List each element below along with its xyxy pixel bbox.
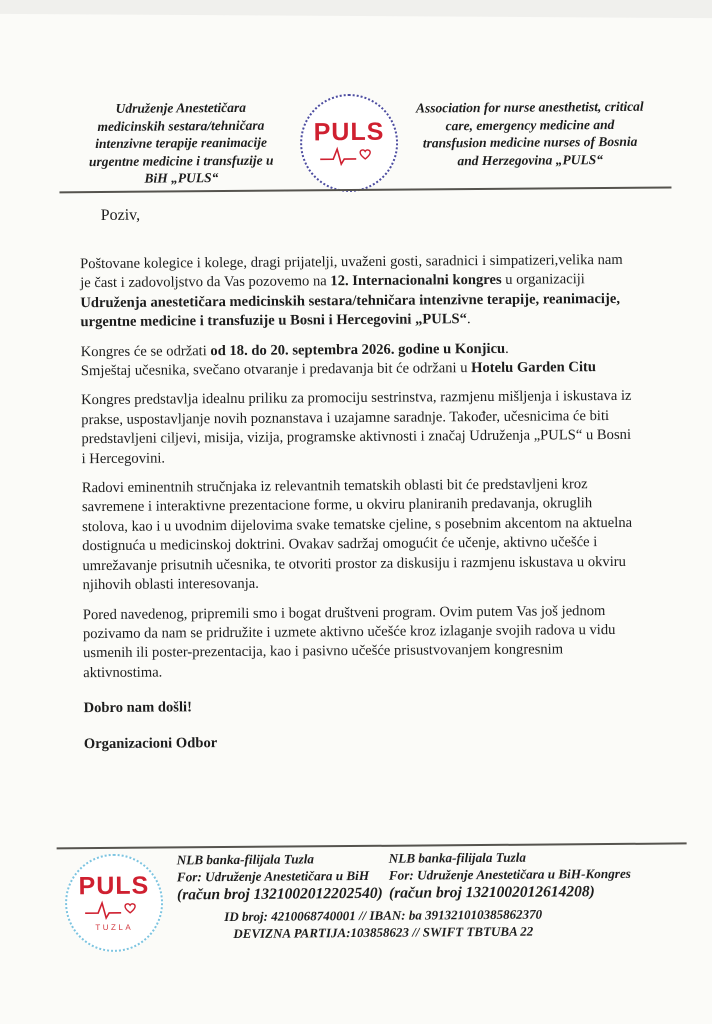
id-iban-line: ID broj: 4210068740001 // IBAN: ba 391321010385862370 <box>224 906 543 925</box>
p1-text: . <box>466 311 471 328</box>
salutation: Poziv, <box>100 206 141 224</box>
paragraph-date-venue <box>81 338 635 381</box>
puls-logo-text: PULS <box>313 117 385 146</box>
org-name-bosnian: Udruženje Anestetičara medicinskih sestara/tehničara intenzivne terapije reanimacije urgentne medicine i transfuzije u BiH „PULS“ <box>88 99 274 186</box>
bank-account-main <box>177 851 383 905</box>
paragraph-participation: Pored navedenog, pripremili smo i bogat društveni program. Ovim putem Vas još jednom pozivamo da nam se pridružite i uzmete aktivno učešće kroz izlaganje svojih radova u vidu usmenih ili poster-prezentacija, kao i pasivno učešće prisustvovanjem kongresnim aktivnostima. <box>82 602 616 681</box>
logo-city-label: TUZLA <box>95 922 134 933</box>
puls-logo-text: PULS <box>78 871 150 901</box>
bank-beneficiary: For: Udruženje Anestetičara u BiH-Kongres <box>388 865 631 883</box>
welcome-line: Dobro nam došli! <box>83 699 192 717</box>
ekg-heartbeat-icon <box>318 144 380 166</box>
p2-text: . <box>505 340 509 357</box>
devizna-swift-line: DEVIZNA PARTIJA:103858623 // SWIFT TBTUBA 22 <box>233 923 534 941</box>
bank-account-number: (račun broj 1321002012202540) <box>176 884 383 904</box>
paragraph-program: Radovi eminentnih stručnjaka iz relevantnih tematskih oblasti bit će predstavljeni kroz savremene i interaktivne prezentacione forme, u okviru planiranih predavanja, okruglih stolova, kao i u uvodnim dijelovima svake tematske cjeline, s posebnim akcentom na aktuelna dostignuća u medicinskoj doktrini. Ovakav sadržaj omogućit će učenje, aktivno učešće i umrežavanje prisutnih učesnika, te otvoriti prostor za diskusiju i razmjenu iskustava u okviru njihovih oblasti interesovanja. <box>81 476 633 594</box>
bank-name: NLB banka-filijala Tuzla <box>388 849 527 866</box>
bank-beneficiary: For: Udruženje Anestetičara u BiH <box>176 867 370 884</box>
p2-text: Smještaj učesnika, svečano otvaranje i predavanja bit će održani u <box>80 360 472 380</box>
p2-text: Kongres će se održati <box>80 342 211 360</box>
venue-name: Hotelu Garden Citu <box>471 359 597 377</box>
ekg-heartbeat-icon <box>83 899 145 921</box>
congress-title: 12. Internacionalni kongres <box>330 272 502 290</box>
p1-text: u organizaciji <box>501 271 585 289</box>
p1-text: Poštovane kolegice i kolege, dragi prijatelji, uvaženi gosti, saradnici i simpatizeri,velika nam je čast i zadovoljstvo da Vas pozovemo na <box>79 251 623 292</box>
bank-name: NLB banka-filijala Tuzla <box>176 851 315 868</box>
letter-body <box>80 251 638 754</box>
bank-account-number: (račun broj 1321002012614208) <box>388 883 595 902</box>
company-ids <box>143 906 623 943</box>
association-name: Udruženja anestetičara medicinskih sestara/tehničara intenzivne terapije, reanimacije, urgentne medicine i transfuzije u Bosni i Hercegovini „PULS“ <box>80 290 621 331</box>
signature-line: Organizacioni Odbor <box>83 734 218 752</box>
org-name-english: Association for nurse anesthetist, critical care, emergency medicine and transfusion medicine nurses of Bosnia and Herzegovina „PULS“ <box>415 98 644 168</box>
congress-dates: od 18. do 20. septembra 2026. godine u Konjicu <box>210 340 506 359</box>
paragraph-invitation <box>80 251 635 333</box>
puls-logo <box>300 94 399 193</box>
paragraph-purpose: Kongres predstavlja idealnu priliku za promociju sestrinstva, razmjenu mišljenja i iskustava iz prakse, uspostavljanje novih poznanstava i uzajamne saradnje. Također, učesnicima će biti predstavljeni ciljevi, misija, vizija, programske aktivnosti i značaj Udruženja „PULS“ u Bosni i Hercegovini. <box>81 388 632 467</box>
bank-account-congress <box>389 849 631 903</box>
